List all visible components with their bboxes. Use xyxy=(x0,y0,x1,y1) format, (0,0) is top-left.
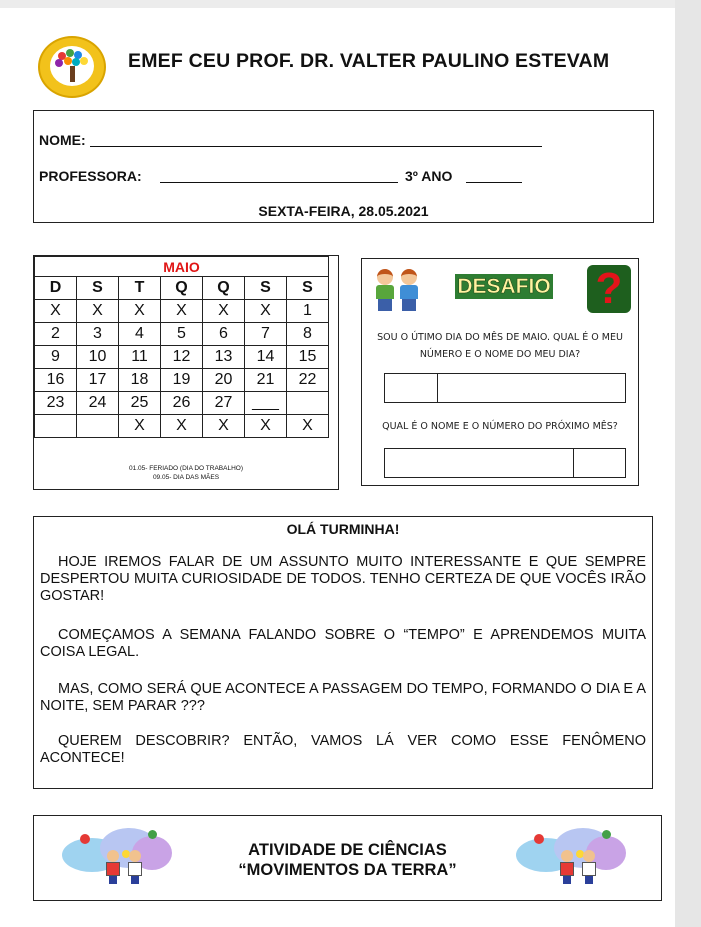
message-box xyxy=(33,516,653,789)
calendar-day-cell: X xyxy=(119,300,161,323)
calendar-month: MAIO xyxy=(35,257,329,277)
calendar-day-cell: 22 xyxy=(287,369,329,392)
calendar-week-row xyxy=(35,346,329,369)
calendar-day-cell: X xyxy=(245,415,287,438)
calendar-day-cell: 16 xyxy=(35,369,77,392)
calendar-note: 01.05- FERIADO (DIA DO TRABALHO) xyxy=(128,465,244,472)
calendar-day-cell xyxy=(287,392,329,415)
weekday-header: Q xyxy=(203,277,245,300)
kids-illustration xyxy=(372,267,422,313)
calendar-day-cell: 23 xyxy=(35,392,77,415)
calendar-day-cell: X xyxy=(161,415,203,438)
activity-title-line-2: “MOVIMENTOS DA TERRA” xyxy=(238,861,457,879)
calendar-day-cell: 20 xyxy=(203,369,245,392)
challenge-title: DESAFIO xyxy=(455,274,553,299)
message-paragraph: HOJE IREMOS FALAR DE UM ASSUNTO MUITO INTERESSANTE E QUE SEMPRE DESPERTOU MUITA CURIOSIDADE DE TODOS. TENHO CERTEZA DE QUE VOCÊS IRÃO GOSTAR! xyxy=(40,554,646,604)
calendar-day-cell: 7 xyxy=(245,323,287,346)
weekday-header: Q xyxy=(161,277,203,300)
calendar-day-cell: 24 xyxy=(77,392,119,415)
calendar-day-cell: 21 xyxy=(245,369,287,392)
calendar-day-cell: 11 xyxy=(119,346,161,369)
worksheet-page xyxy=(0,8,675,927)
calendar-note: 09.05- DIA DAS MÃES xyxy=(152,474,220,481)
calendar-day-cell xyxy=(77,415,119,438)
calendar-day-cell: 9 xyxy=(35,346,77,369)
calendar-day-cell: 19 xyxy=(161,369,203,392)
calendar-day-cell: 15 xyxy=(287,346,329,369)
calendar-week-row xyxy=(35,323,329,346)
calendar-day-cell: X xyxy=(245,300,287,323)
school-logo xyxy=(38,36,106,98)
viewer-background xyxy=(675,0,701,927)
ano-field[interactable] xyxy=(466,182,522,183)
calendar-day-cell: X xyxy=(203,300,245,323)
calendar-day-cell: 3 xyxy=(77,323,119,346)
calendar-day-cell xyxy=(35,415,77,438)
nome-label: NOME: xyxy=(39,132,86,148)
date-label: SEXTA-FEIRA, 28.05.2021 xyxy=(258,203,429,219)
calendar-day-cell: 27 xyxy=(203,392,245,415)
calendar-day-cell: ___ xyxy=(245,392,287,415)
calendar-day-cell: 26 xyxy=(161,392,203,415)
nome-field[interactable] xyxy=(90,146,542,147)
calendar-day-cell: 12 xyxy=(161,346,203,369)
calendar-day-cell: 6 xyxy=(203,323,245,346)
professora-label: PROFESSORA: xyxy=(39,168,142,184)
message-paragraph: QUEREM DESCOBRIR? ENTÃO, VAMOS LÁ VER COMO ESSE FENÔMENO ACONTECE! xyxy=(40,733,646,766)
calendar-day-cell: 1 xyxy=(287,300,329,323)
answer-box-2[interactable] xyxy=(384,448,626,478)
calendar-day-cell: X xyxy=(35,300,77,323)
weekday-header: S xyxy=(287,277,329,300)
school-name-title: EMEF CEU PROF. DR. VALTER PAULINO ESTEVAM xyxy=(128,50,610,72)
calendar-day-cell: X xyxy=(287,415,329,438)
calendar-day-cell: 17 xyxy=(77,369,119,392)
weekday-header: D xyxy=(35,277,77,300)
calendar-week-row xyxy=(35,300,329,323)
question-mark-icon: ? xyxy=(587,265,631,313)
calendar-day-cell: 14 xyxy=(245,346,287,369)
student-info-box xyxy=(33,110,654,223)
calendar-week-row xyxy=(35,415,329,438)
calendar-day-cell: X xyxy=(161,300,203,323)
calendar-day-cell: 18 xyxy=(119,369,161,392)
answer-box-1[interactable] xyxy=(384,373,626,403)
calendar-day-cell: X xyxy=(119,415,161,438)
calendar-day-cell: X xyxy=(77,300,119,323)
calendar-day-cell: 8 xyxy=(287,323,329,346)
calendar-week-row xyxy=(35,392,329,415)
activity-title-line-1: ATIVIDADE DE CIÊNCIAS xyxy=(248,841,447,859)
challenge-question-2: QUAL É O NOME E O NÚMERO DO PRÓXIMO MÊS? xyxy=(382,421,618,432)
weekday-header: T xyxy=(119,277,161,300)
message-paragraph: MAS, COMO SERÁ QUE ACONTECE A PASSAGEM DO TEMPO, FORMANDO O DIA E A NOITE, SEM PARAR ??? xyxy=(40,681,646,714)
calendar-day-cell: 10 xyxy=(77,346,119,369)
calendar-day-cell: X xyxy=(203,415,245,438)
professora-field[interactable] xyxy=(160,182,398,183)
weekday-header: S xyxy=(77,277,119,300)
challenge-question-1: SOU O ÚTIMO DIA DO MÊS DE MAIO. QUAL É O MEU NÚMERO E O NOME DO MEU DIA? xyxy=(377,332,623,360)
challenge-box xyxy=(361,258,639,486)
ano-label: 3º ANO xyxy=(405,168,453,184)
calendar-day-cell: 4 xyxy=(119,323,161,346)
calendar-day-cell: 25 xyxy=(119,392,161,415)
calendar-day-cell: 2 xyxy=(35,323,77,346)
calendar-day-cell: 13 xyxy=(203,346,245,369)
message-title: OLÁ TURMINHA! xyxy=(286,521,400,537)
message-paragraph: COMEÇAMOS A SEMANA FALANDO SOBRE O “TEMPO” E APRENDEMOS MUITA COISA LEGAL. xyxy=(40,627,646,660)
calendar-day-cell: 5 xyxy=(161,323,203,346)
may-calendar xyxy=(33,255,339,490)
weekday-header: S xyxy=(245,277,287,300)
activity-box xyxy=(33,815,662,901)
calendar-week-row xyxy=(35,369,329,392)
science-illustration-right xyxy=(516,824,626,884)
calendar-notes xyxy=(34,464,338,482)
